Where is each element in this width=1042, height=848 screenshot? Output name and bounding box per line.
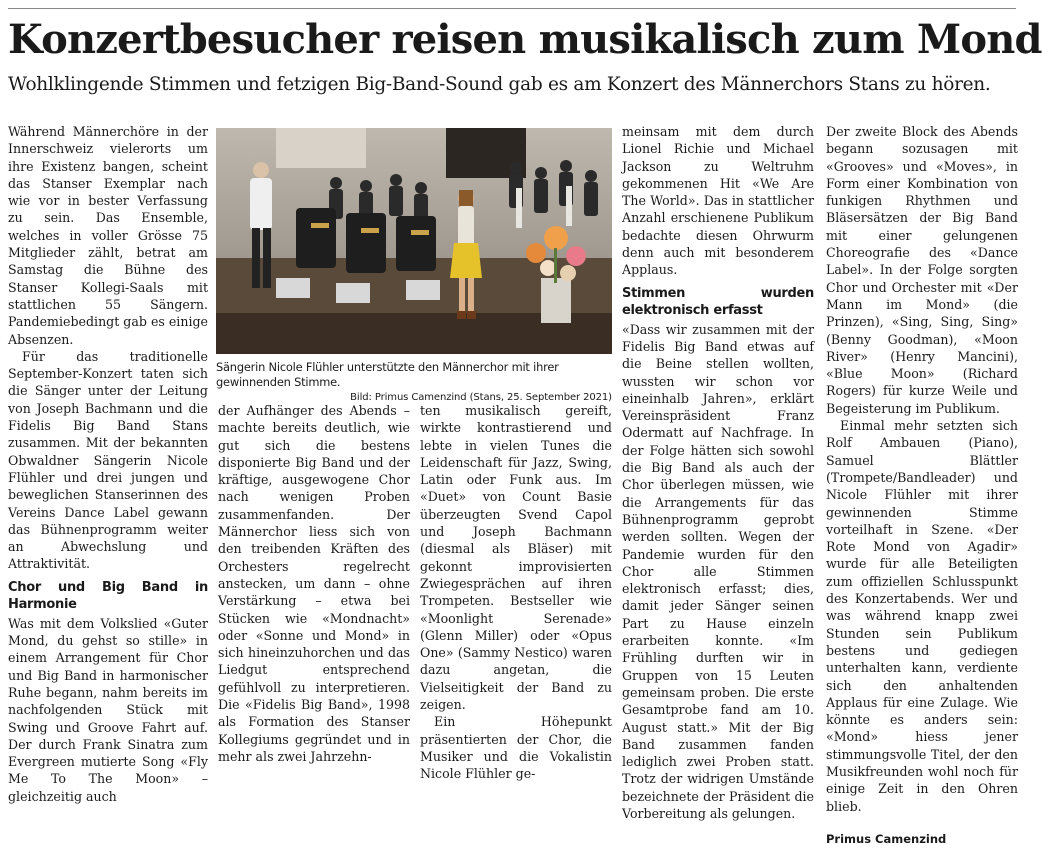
paragraph: Einmal mehr setzten sich Rolf Ambauen (Piano), Samuel Blättler (Trompete/Bandleader) und Nicole Flühler mit ihrer gewinnenden Stimme vorteilhaft in Szene. «Der Rote Mond von Agadir» wurde für alle Beteiligten zum offiziellen Schlusspunkt des Konzertabends. Wer und was während knapp zwei Stunden sein Publikum bestens und gediegen unterhalten kann, verdiente sich den anhaltenden Applaus für eine Zulage. Wie könnte es anders sein: «Mond» hiess jener stimmungsvolle Titel, der den Musikfreunden wohl noch für einige Zeit in den Ohren blieb. (826, 418, 1018, 814)
paragraph: Ein Höhepunkt präsentierten der Chor, die Musiker und die Vokalistin Nicole Flühler ge- (420, 714, 612, 782)
column-3 (420, 402, 612, 782)
headline: Konzertbesucher reisen musikalisch zum Mond (8, 16, 1042, 63)
column-4 (622, 123, 814, 821)
paragraph: Während Männerchöre in der Innerschweiz vielerorts um ihre Existenz bangen, scheint das Stanser Exemplar nach wie vor in bester Verfassung zu sein. Das Ensemble, welches in voller Grösse 75 Mitglieder zählt, betrat am Samstag die Bühne des Stanser Kollegi-Saals mit stattlichen 55 Sängern. Pandemiebedingt gab es einige Absenzen. (8, 124, 208, 347)
section-heading: Chor und Big Band in Harmonie (8, 579, 208, 612)
section-heading: Stimmen wurden elektronisch erfasst (622, 285, 814, 318)
concert-photo (216, 128, 612, 354)
photo-caption (216, 360, 612, 405)
paragraph: der Aufhänger des Abends – machte bereits deutlich, wie gut sich die bestens disponierte Big Band und der kräftige, ausgewogene Chor nach wenigen Proben zusammenfanden. Der Männerchor liess sich von den treibenden Kräften des Orchesters regelrecht anstecken, um dann – ohne Verstärkung – etwa bei Stücken wie «Mondnacht» oder «Sonne und Mond» in sich hineinzuhorchen und das Liedgut entsprechend gefühlvoll zu interpretieren. Die «Fidelis Big Band», 1998 als Formation des Stanser Kollegiums gegründet und in mehr als zwei Jahrzehn- (218, 403, 410, 764)
concert-photo-illustration (216, 128, 612, 354)
paragraph: ten musikalisch gereift, wirkte kontrastierend und lebte in vielen Tunes die Leidenschaft für Jazz, Swing, Latin oder Funk aus. Im «Duet» von Count Basie überzeugten Svend Capol und Joseph Bachmann (diesmal als Bläser) mit gekonnt improvisierten Zwiegesprächen auf ihren Trompeten. Bestseller wie «Moonlight Serenade» (Glenn Miller) oder «Opus One» (Sammy Nestico) waren dazu angetan, die Vielseitigkeit der Band zu zeigen. (420, 403, 612, 713)
column-1 (8, 123, 208, 804)
column-2 (218, 402, 410, 764)
paragraph: Der zweite Block des Abends begann sozusagen mit «Grooves» und «Moves», in Form einer Kombination von funkigen Rhythmen und Bläsersätzen der Big Band mit einer gelungenen Choreografie des «Dance Label». In der Folge sorgten Chor und Orchester mit «Der Mann im Mond» (die Prinzen), «Sing, Sing, Sing» (Benny Goodman), «Moon River» (Henry Mancini), «Blue Moon» (Richard Rogers) für kurze Weile und Begeisterung im Publikum. (826, 124, 1018, 416)
photo-credit: Bild: Primus Camenzind (Stans, 25. September 2021) (350, 392, 612, 403)
caption-text: Sängerin Nicole Flühler unterstützte den Männerchor mit ihrer gewinnenden Stimme. (216, 360, 559, 389)
author-byline: Primus Camenzind (826, 831, 947, 846)
paragraph: meinsam mit dem durch Lionel Richie und Michael Jackson zu Weltruhm gekommenen Hit «We Are The World». Das in stattlicher Anzahl erschienene Publikum bedachte diesen Ohrwurm denn auch mit besonderem Applaus. (622, 124, 814, 278)
subheadline: Wohlklingende Stimmen und fetzigen Big-Band-Sound gab es am Konzert des Männerchors Stans zu hören. (8, 74, 991, 95)
paragraph: Für das traditionelle September-Konzert taten sich die Sänger unter der Leitung von Joseph Bachmann und die Fidelis Big Band Stans zusammen. Mit der bekannten Obwaldner Sängerin Nicole Flühler und drei jungen und beweglichen Stanserinnen des Vereins Dance Label gewann das Bühnenprogramm weiter an Abwechslung und Attraktivität. (8, 348, 208, 572)
paragraph: Was mit dem Volkslied «Guter Mond, du gehst so stille» in einem Arrangement für Chor und Big Band in harmonischer Ruhe begann, nahm bereits im nachfolgenden Stück mit Swing und Groove Fahrt auf. Der durch Frank Sinatra zum Evergreen mutierte Song «Fly Me To The Moon» – gleichzeitig auch (8, 615, 208, 804)
column-5 (826, 123, 1018, 846)
top-rule (8, 8, 1016, 9)
paragraph: «Dass wir zusammen mit der Fidelis Big Band etwas auf die Beine stellen wollten, wussten wir schon vor eineinhalb Jahren», erklärt Vereinspräsident Franz Odermatt auf Nachfrage. In der Folge hätten sich sowohl die Big Band als auch der Chor überlegen müssen, wie die Arrangements für das Bühnenprogramm geprobt werden sollten. Wegen der Pandemie wurden für den Chor alle Stimmen elektronisch erfasst; dies, damit jeder Sänger seinen Part zu Hause einzeln erarbeiten konnte. «Im Frühling durften wir in Gruppen von 15 Leuten gemeinsam proben. Die erste Gesamtprobe fand am 10. August statt.» Mit der Big Band zusammen fanden lediglich zwei Proben statt. Trotz der widrigen Umstände bezeichnete der Präsident die Vorbereitung als gelungen. (622, 321, 814, 821)
